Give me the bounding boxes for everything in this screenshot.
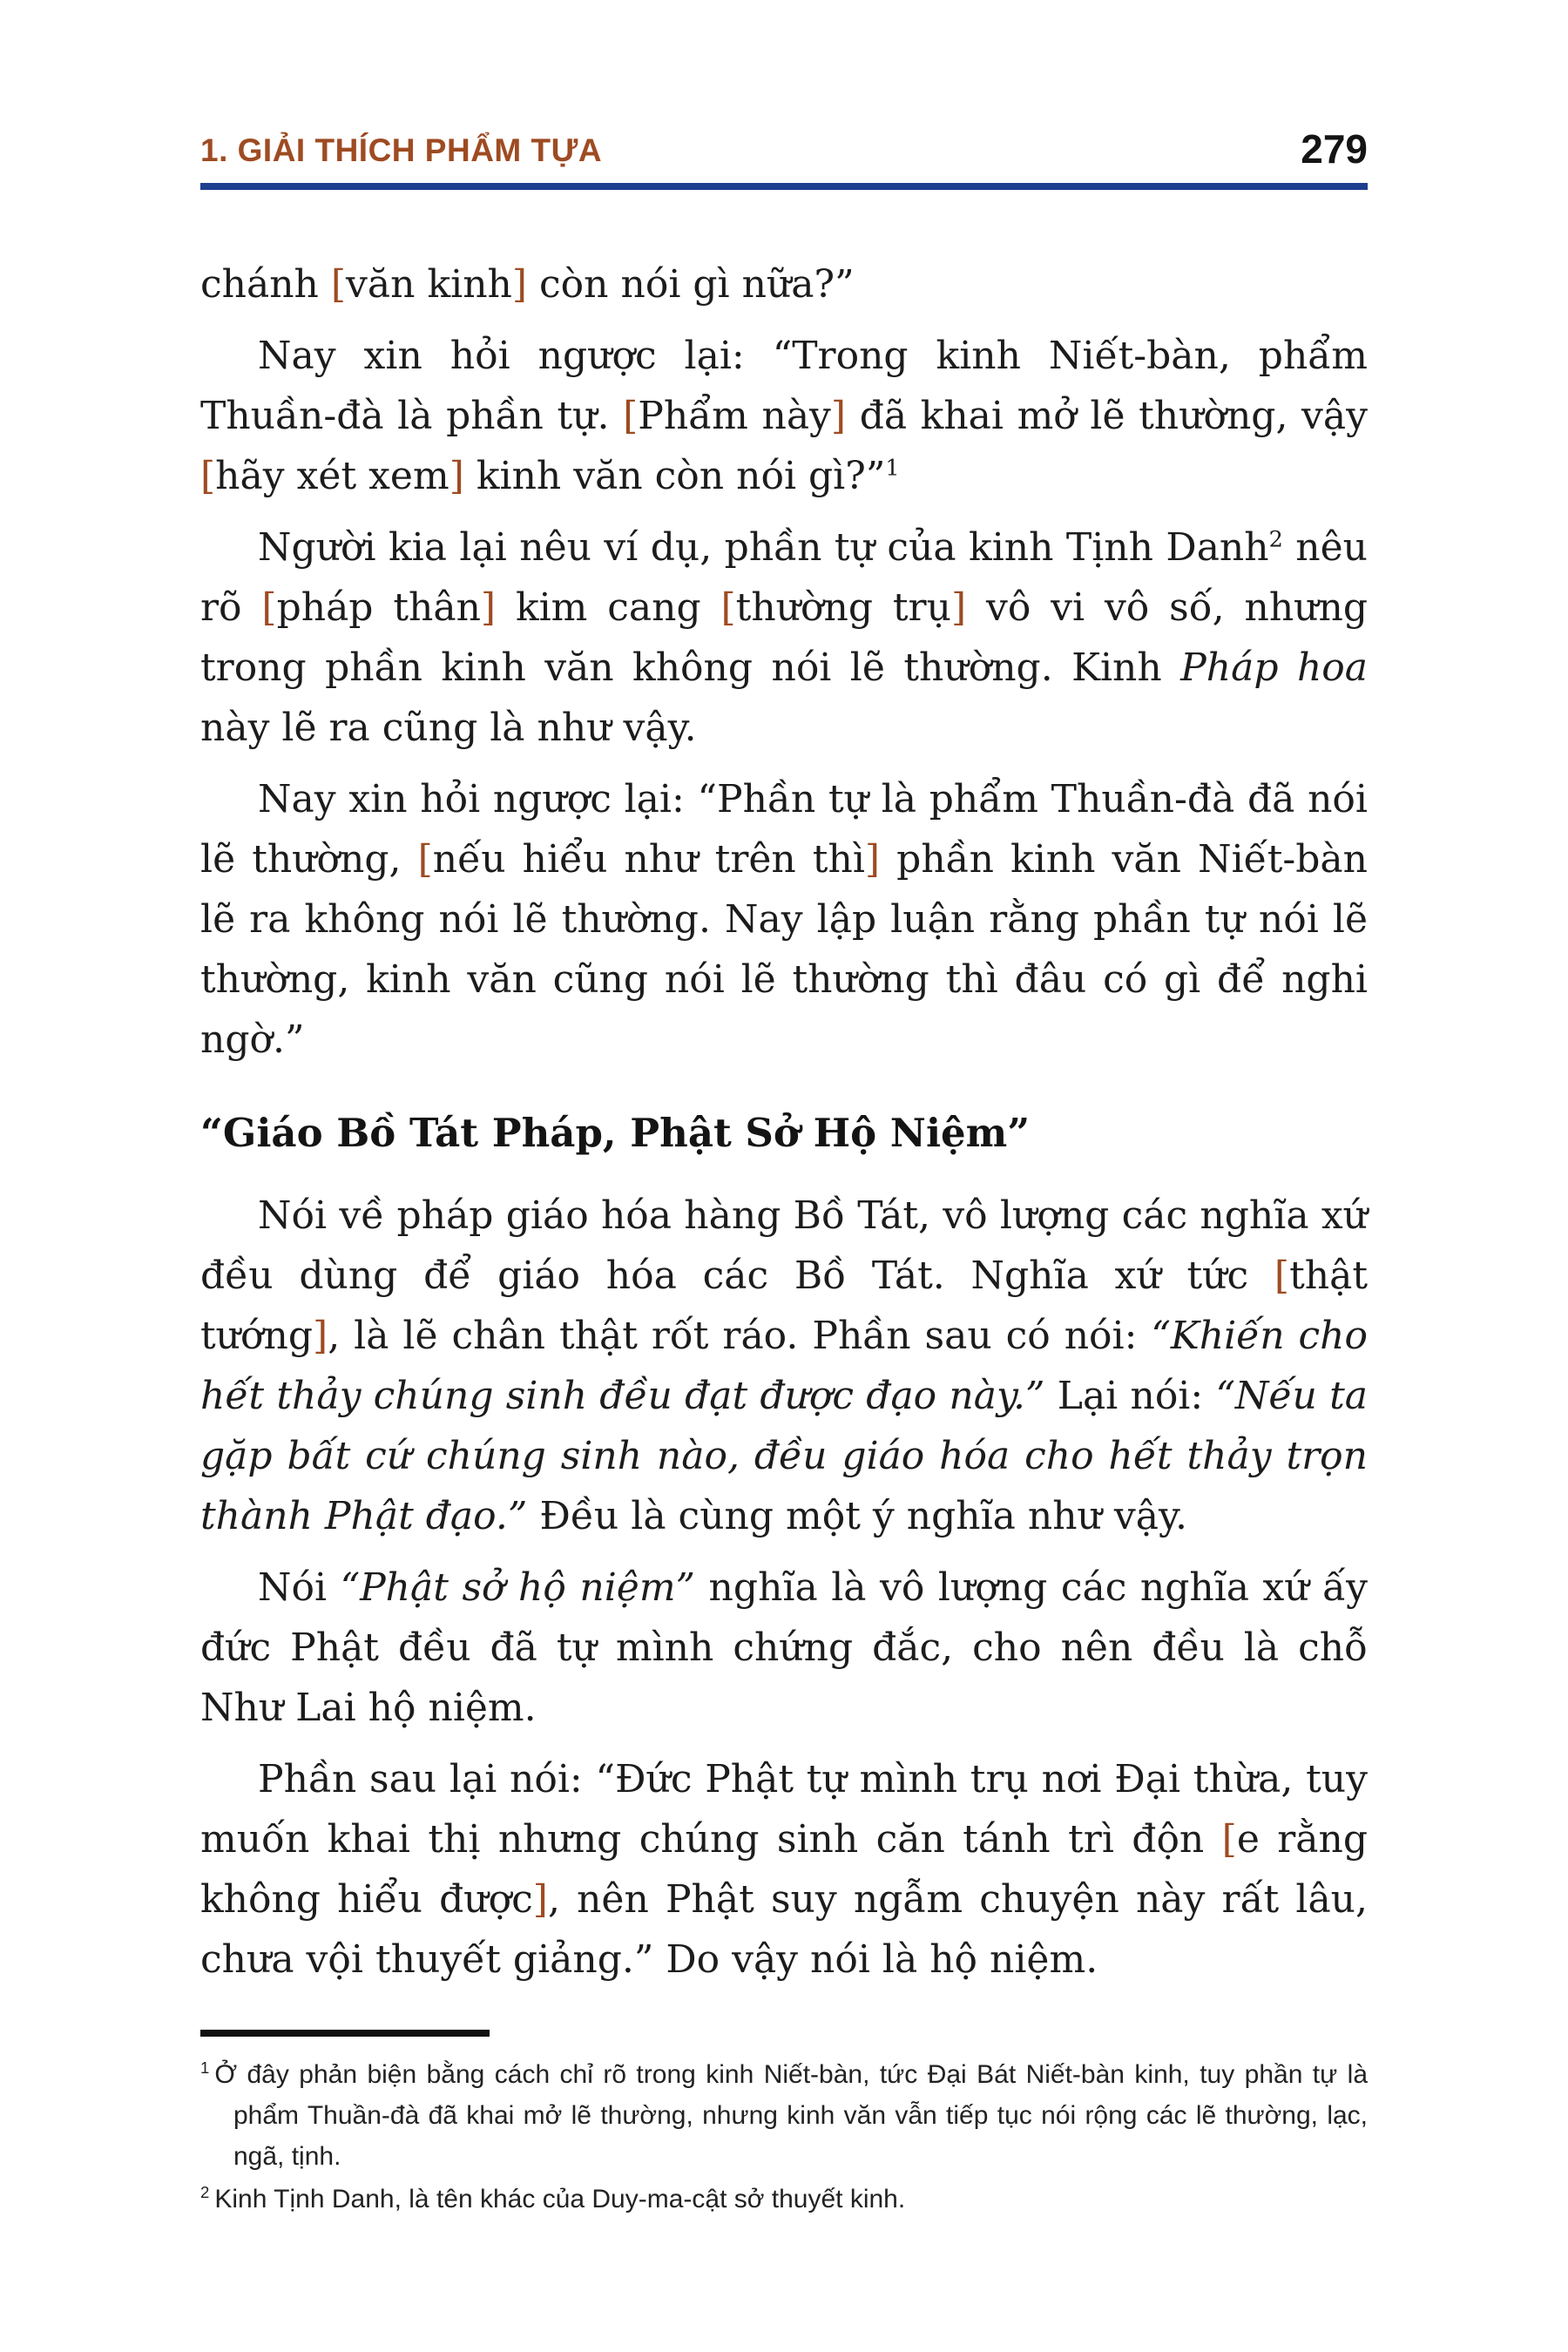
footnote-item [200, 2179, 1368, 2220]
paragraph [200, 1558, 1368, 1738]
footnotes [200, 2054, 1368, 2220]
text-run: này lẽ ra cũng là như vậy. [200, 706, 697, 750]
footnote-separator-rule [200, 2030, 490, 2037]
footnote-reference: 1 [885, 455, 900, 482]
paragraph [200, 769, 1368, 1070]
bracket: [ [623, 394, 639, 438]
bracket: ] [950, 585, 967, 630]
footnote-reference: 2 [1268, 526, 1283, 553]
footnote-marker: 2 [200, 2183, 210, 2201]
running-header-title: 1. GIẢI THÍCH PHẨM TỰA [200, 132, 603, 168]
text-run: hãy xét xem [215, 454, 449, 498]
text-run: “Khiến cho hết thảy chúng sinh đều đạt được đạo này.” [200, 1314, 1369, 1418]
text-run: văn kinh [346, 262, 512, 307]
bracket: [ [1221, 1817, 1237, 1862]
text-run: đã khai mở lẽ thường, vậy [846, 394, 1368, 438]
text-run: kim cang [496, 585, 721, 630]
bracket: ] [532, 1877, 548, 1922]
bracket: [ [1274, 1254, 1290, 1298]
page-number: 279 [1301, 126, 1368, 172]
bracket: ] [449, 454, 464, 498]
paragraph [200, 517, 1368, 758]
paragraph [200, 254, 1368, 314]
text-run: Nói về pháp giáo hóa hàng Bồ Tát, vô lượng các nghĩa xứ đều dùng để giáo hóa các Bồ Tát. Nghĩa xứ tức [200, 1193, 1368, 1298]
paragraph [200, 326, 1368, 506]
bracket: [ [417, 837, 433, 882]
text-run: thường trụ [735, 585, 951, 630]
text-run: e rằng không hiểu được [200, 1817, 1368, 1922]
text-run: Nói [258, 1565, 341, 1610]
bracket: ] [313, 1314, 328, 1358]
text-run: Nay xin hỏi ngược lại: “Trong kinh Niết-bàn, phẩm Thuần-đà là phần tự. [200, 334, 1368, 438]
text-run: Phần sau lại nói: “Đức Phật tự mình trụ nơi Đại thừa, tuy muốn khai thị nhưng chúng sinh căn tánh trì độn [200, 1757, 1368, 1862]
text-run: , nên Phật suy ngẫm chuyện này rất lâu, chưa vội thuyết giảng.” Do vậy nói là hộ niệm. [200, 1877, 1369, 1982]
text-run: “Giáo Bồ Tát Pháp, Phật Sở Hộ Niệm” [200, 1110, 1031, 1156]
text-run: nêu rõ [200, 525, 1368, 630]
text-run: “Phật sở hộ niệm” [340, 1565, 696, 1610]
footnote-text: Ở đây phản biện bằng cách chỉ rõ trong kinh Niết-bàn, tức Đại Bát Niết-bàn kinh, tuy phần tự là phẩm Thuần-đà đã khai mở lẽ thường, nhưng kinh văn vẫn tiếp tục nói rộng các lẽ thường, lạc, ngã, tịnh. [214, 2060, 1368, 2171]
bracket: [ [330, 262, 347, 307]
text-run: vô vi vô số, nhưng trong phần kinh văn không nói lẽ thường. Kinh [200, 585, 1369, 690]
text-run: Đều là cùng một ý nghĩa như vậy. [527, 1494, 1187, 1538]
text-run: , là lẽ chân thật rốt ráo. Phần sau có nói: [328, 1314, 1152, 1358]
bracket: ] [480, 585, 497, 630]
text-run: Phẩm này [638, 394, 831, 438]
text-run: Nay xin hỏi ngược lại: “Phần tự là phẩm Thuần-đà đã nói lẽ thường, [200, 777, 1368, 882]
text-run: phần kinh văn Niết-bàn lẽ ra không nói lẽ thường. Nay lập luận rằng phần tự nói lẽ thường, kinh văn cũng nói lẽ thường thì đâu có gì để nghi ngờ.” [200, 837, 1368, 1062]
text-run: pháp thân [276, 585, 481, 630]
paragraph [200, 1749, 1368, 1990]
text-run: Pháp hoa [1180, 645, 1369, 690]
bracket: [ [720, 585, 736, 630]
page-header [200, 126, 1368, 190]
text-run: nếu hiểu như trên thì [432, 837, 865, 882]
text-run: thật tướng [200, 1254, 1368, 1358]
text-run: “Nếu ta gặp bất cứ chúng sinh nào, đều giáo hóa cho hết thảy trọn thành Phật đạo.” [200, 1374, 1368, 1538]
text-run: còn nói gì nữa?” [527, 262, 855, 307]
section-heading [200, 1103, 1368, 1163]
text-run: Lại nói: [1044, 1374, 1216, 1418]
bracket: ] [511, 262, 528, 307]
footnote-item [200, 2054, 1368, 2177]
bracket: ] [830, 394, 847, 438]
bracket: [ [261, 585, 277, 630]
text-run: nghĩa là vô lượng các nghĩa xứ ấy đức Phật đều đã tự mình chứng đắc, cho nên đều là chỗ Như Lai hộ niệm. [200, 1565, 1368, 1730]
bracket: ] [864, 837, 881, 882]
text-run: kinh văn còn nói gì?” [463, 454, 886, 498]
text-run: Người kia lại nêu ví dụ, phần tự của kinh Tịnh Danh [258, 525, 1269, 570]
footnote-text: Kinh Tịnh Danh, là tên khác của Duy-ma-cật sở thuyết kinh. [214, 2185, 906, 2213]
body-content [200, 254, 1368, 1990]
bracket: [ [200, 454, 216, 498]
text-run: chánh [200, 262, 331, 307]
paragraph [200, 1186, 1368, 1546]
footnote-marker: 1 [200, 2058, 210, 2077]
